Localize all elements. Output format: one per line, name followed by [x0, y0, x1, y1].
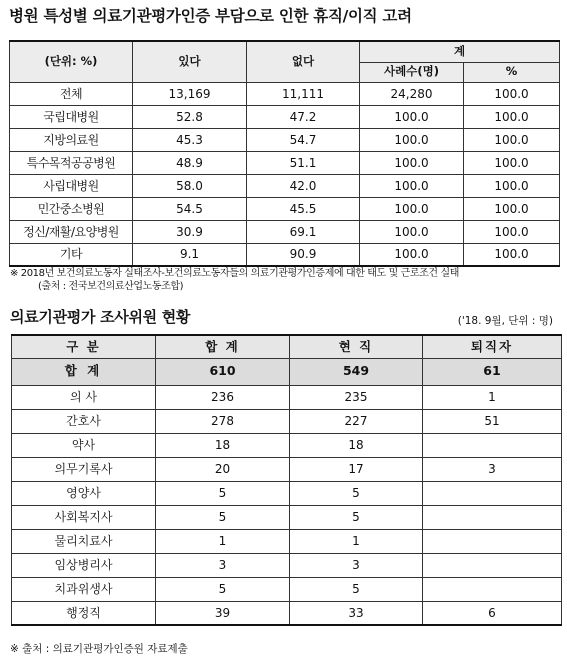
note-line1: ※ 2018년 보건의료노동자 실태조사-보건의료노동자들의 의료기관평가인증제에 대한 태도 및 근로조건 실태 — [10, 268, 459, 279]
table-row — [12, 409, 562, 433]
cell-count: 100.0 — [360, 243, 464, 266]
cell-current: 227 — [290, 409, 423, 433]
cell-total: 20 — [156, 457, 290, 481]
cell-yes: 13,169 — [133, 82, 247, 105]
table-row — [12, 505, 562, 529]
cell-no: 47.2 — [247, 105, 360, 128]
cell-pct: 100.0 — [464, 243, 560, 266]
cell-no: 11,111 — [247, 82, 360, 105]
cell-pct: 100.0 — [464, 82, 560, 105]
cell-count: 100.0 — [360, 174, 464, 197]
cell-pct: 100.0 — [464, 174, 560, 197]
cell-pct: 100.0 — [464, 220, 560, 243]
cell-count: 24,280 — [360, 82, 464, 105]
cell-no: 90.9 — [247, 243, 360, 266]
header-retired: 퇴직자 — [423, 335, 562, 358]
cell-total: 1 — [156, 529, 290, 553]
cell-count: 100.0 — [360, 105, 464, 128]
cell-current: 5 — [290, 505, 423, 529]
cell-label: 기타 — [10, 243, 133, 266]
cell-label: 치과위생사 — [12, 577, 156, 601]
sum-label: 합 계 — [12, 358, 156, 385]
cell-label: 정신/재활/요양병원 — [10, 220, 133, 243]
cell-yes: 45.3 — [133, 128, 247, 151]
cell-current: 235 — [290, 385, 423, 409]
note-line2: (출처 : 전국보건의료산업노동조합) — [38, 281, 184, 292]
cell-label: 행정직 — [12, 601, 156, 625]
header-total: 계 — [360, 41, 560, 62]
cell-pct: 100.0 — [464, 105, 560, 128]
cell-retired: 6 — [423, 601, 562, 625]
sum-row — [12, 358, 562, 385]
cell-total: 5 — [156, 577, 290, 601]
cell-label: 간호사 — [12, 409, 156, 433]
table-row — [10, 82, 560, 105]
cell-label: 특수목적공공병원 — [10, 151, 133, 174]
surveyor-table — [11, 334, 562, 626]
cell-current: 5 — [290, 481, 423, 505]
table-row — [10, 243, 560, 266]
cell-pct: 100.0 — [464, 151, 560, 174]
cell-yes: 48.9 — [133, 151, 247, 174]
cell-no: 69.1 — [247, 220, 360, 243]
cell-total: 278 — [156, 409, 290, 433]
cell-label: 전체 — [10, 82, 133, 105]
cell-current: 17 — [290, 457, 423, 481]
cell-label: 사회복지사 — [12, 505, 156, 529]
cell-current: 33 — [290, 601, 423, 625]
burden-table — [9, 40, 560, 267]
cell-count: 100.0 — [360, 220, 464, 243]
sum-current: 549 — [290, 358, 423, 385]
cell-current: 5 — [290, 577, 423, 601]
cell-yes: 54.5 — [133, 197, 247, 220]
cell-total: 18 — [156, 433, 290, 457]
header-unit: (단위: %) — [10, 41, 133, 82]
table-row — [12, 577, 562, 601]
cell-total: 3 — [156, 553, 290, 577]
cell-yes: 9.1 — [133, 243, 247, 266]
cell-retired — [423, 433, 562, 457]
cell-label: 의 사 — [12, 385, 156, 409]
cell-total: 5 — [156, 481, 290, 505]
table-row — [10, 174, 560, 197]
cell-yes: 52.8 — [133, 105, 247, 128]
section2-note: ※ 출처 : 의료기관평가인증원 자료제출 — [10, 643, 188, 655]
cell-label: 약사 — [12, 433, 156, 457]
cell-yes: 30.9 — [133, 220, 247, 243]
cell-retired — [423, 529, 562, 553]
cell-current: 18 — [290, 433, 423, 457]
cell-label: 사립대병원 — [10, 174, 133, 197]
cell-label: 민간중소병원 — [10, 197, 133, 220]
section1-note — [10, 267, 459, 293]
cell-pct: 100.0 — [464, 128, 560, 151]
cell-retired — [423, 577, 562, 601]
header-count: 사례수(명) — [360, 62, 464, 82]
cell-retired: 3 — [423, 457, 562, 481]
section2-unit: ('18. 9월, 단위 : 명) — [457, 315, 553, 327]
cell-retired — [423, 505, 562, 529]
table-row — [12, 529, 562, 553]
header-sum: 합 계 — [156, 335, 290, 358]
cell-current: 3 — [290, 553, 423, 577]
cell-label: 물리치료사 — [12, 529, 156, 553]
cell-retired — [423, 553, 562, 577]
cell-label: 의무기록사 — [12, 457, 156, 481]
table-row — [12, 601, 562, 625]
cell-label: 지방의료원 — [10, 128, 133, 151]
table-row — [12, 553, 562, 577]
cell-count: 100.0 — [360, 128, 464, 151]
cell-total: 5 — [156, 505, 290, 529]
section2-title: 의료기관평가 조사위원 현황 — [10, 308, 191, 326]
table-row — [10, 128, 560, 151]
table-row — [12, 433, 562, 457]
table-row — [10, 220, 560, 243]
table-row — [10, 197, 560, 220]
section1-title: 병원 특성별 의료기관평가인증 부담으로 인한 휴직/이직 고려 — [9, 7, 412, 25]
cell-yes: 58.0 — [133, 174, 247, 197]
table-row — [12, 385, 562, 409]
cell-current: 1 — [290, 529, 423, 553]
cell-retired: 1 — [423, 385, 562, 409]
header-no: 없다 — [247, 41, 360, 82]
cell-label: 국립대병원 — [10, 105, 133, 128]
header-pct: % — [464, 62, 560, 82]
cell-count: 100.0 — [360, 151, 464, 174]
sum-total: 610 — [156, 358, 290, 385]
sum-retired: 61 — [423, 358, 562, 385]
cell-no: 45.5 — [247, 197, 360, 220]
table-row — [10, 105, 560, 128]
header-current: 현 직 — [290, 335, 423, 358]
cell-pct: 100.0 — [464, 197, 560, 220]
cell-total: 39 — [156, 601, 290, 625]
cell-no: 42.0 — [247, 174, 360, 197]
cell-total: 236 — [156, 385, 290, 409]
cell-no: 51.1 — [247, 151, 360, 174]
header-category: 구 분 — [12, 335, 156, 358]
table-row — [10, 151, 560, 174]
table-row — [12, 457, 562, 481]
cell-count: 100.0 — [360, 197, 464, 220]
cell-retired: 51 — [423, 409, 562, 433]
cell-label: 임상병리사 — [12, 553, 156, 577]
cell-label: 영양사 — [12, 481, 156, 505]
header-yes: 있다 — [133, 41, 247, 82]
cell-retired — [423, 481, 562, 505]
table-row — [12, 481, 562, 505]
cell-no: 54.7 — [247, 128, 360, 151]
